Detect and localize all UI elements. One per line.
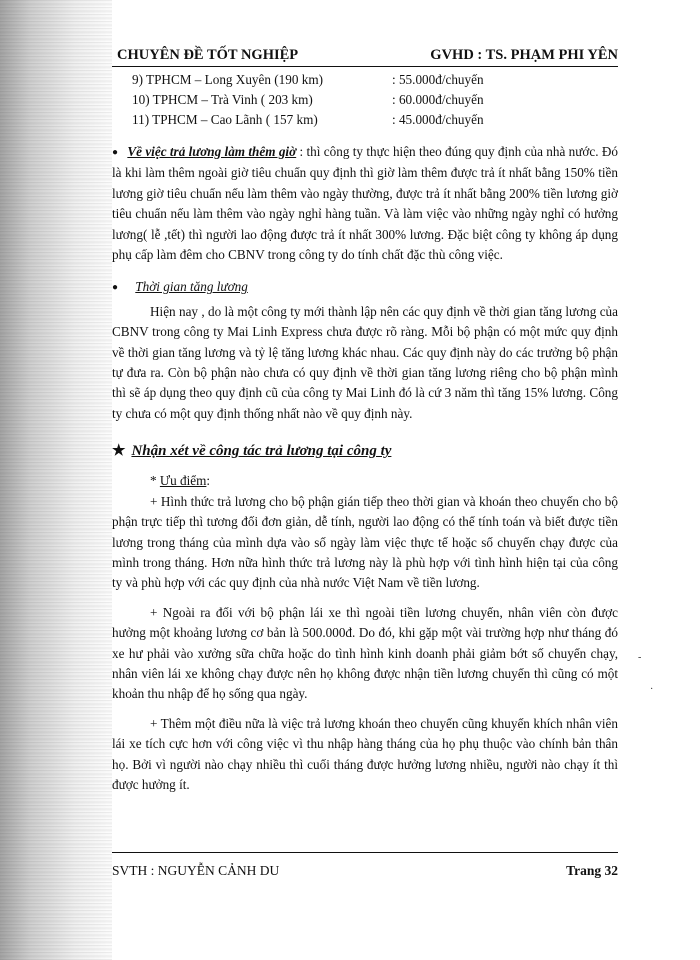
route-item — [112, 70, 618, 90]
overtime-paragraph — [112, 142, 618, 265]
star-icon: ★ — [112, 443, 126, 460]
advantage-point: + Thêm một điều nữa là việc trả lương khoán theo chuyến cũng khuyến khích nhân viên lái xe tích cực hơn với công việc vì thu nhập hàng tháng của họ phụ thuộc vào chính bản thân họ. Bởi vì người nào chạy nhiều thì cuối tháng được hưởng lương nhiều, người nào chạy ít thì được hưởng ít. — [112, 715, 618, 792]
advantages-suffix: : — [206, 473, 211, 489]
overtime-text: : thì công ty thực hiện theo đúng quy định của nhà nước. Đó là khi làm thêm ngoài giờ tiêu chuẩn quy định thì giờ làm thêm được trả ít nhất bằng 150% tiền lương giờ tiêu chuẩn nếu làm thêm vào ngày thường, được trả ít nhất bằng 200% tiền lương giờ tiêu chuẩn nếu làm thêm vào ngày nghỉ hàng tuần. Và làm việc vào những ngày nghỉ có hưởng lương( lễ ,tết) thì người lao động được trả ít nhất 300% lương. Đặc biệt công ty không áp dụng phụ cấp làm đêm cho CBNV trong công ty do tính chất đặc thù công việc. — [112, 144, 618, 263]
scan-shadow-edge — [0, 0, 112, 960]
raise-heading-line — [112, 277, 618, 298]
bullet-icon: ● — [112, 282, 119, 294]
page-content — [112, 70, 618, 795]
route-price: : 60.000đ/chuyến — [392, 92, 484, 107]
bullet-icon: ● — [112, 147, 119, 158]
page-footer — [112, 852, 618, 881]
raise-heading: Thời gian tăng lương — [135, 279, 248, 295]
scan-mark: - — [638, 652, 642, 663]
route-item — [112, 110, 618, 130]
route-item — [112, 90, 618, 110]
route-name: 11) TPHCM – Cao Lãnh ( 157 km) — [132, 112, 318, 127]
advisor-name: GVHD : TS. PHẠM PHI YÊN — [430, 47, 618, 63]
advantages-label-line — [112, 471, 618, 491]
route-price: : 55.000đ/chuyến — [392, 72, 484, 87]
page-number: Trang 32 — [566, 863, 618, 878]
student-name: SVTH : NGUYỄN CẢNH DU — [112, 863, 280, 878]
advantage-point: + Ngoài ra đối với bộ phận lái xe thì ngoài tiền lương chuyến, nhân viên còn được hưởng một khoảng lương cơ bản là 500.000đ. Do đó, khi gặp một vài trường hợp như tháng đó xe hư phải vào xưởng sữa chữa hoặc do tình hình kinh doanh phải giảm bớt số chuyến chạy, nhân viên lái xe không chạy được nên họ không được nhận tiền lương chuyến thì cũng có một khoản thu nhập để họ sống qua ngày. — [112, 604, 618, 702]
review-section-heading — [112, 440, 618, 462]
advantages-label: Ưu điểm — [159, 473, 207, 489]
page-header — [112, 44, 618, 67]
thesis-title: CHUYÊN ĐỀ TỐT NGHIỆP — [117, 47, 299, 63]
advantages-prefix: * — [150, 473, 160, 489]
raise-paragraph: Hiện nay , do là một công ty mới thành lập nên các quy định về thời gian tăng lương của CBNV trong công ty Mai Linh Express chưa được rõ ràng. Mỗi bộ phận có một mức quy định về thời gian tăng lương và tỷ lệ tăng lương khác nhau. Các quy định này do các trưởng bộ phận tự đưa ra. Còn bộ phận nào chưa có quy định về thời gian tăng lương riêng cho bộ phận mình thì sẽ áp dụng theo quy định cũ của công ty Mai Linh đó là cứ 3 năm thì tăng 15% lương. Công ty chưa có một quy định thống nhất nào về quy định này. — [112, 303, 618, 421]
route-price: : 45.000đ/chuyến — [392, 112, 484, 127]
route-name: 10) TPHCM – Trà Vinh ( 203 km) — [132, 92, 313, 107]
advantage-point: + Hình thức trả lương cho bộ phận gián tiếp theo thời gian và khoán theo chuyến cho bộ phận trực tiếp thì tương đối đơn giản, dễ tính, người lao động có thể tính toán và biết được tiền lương trong tháng của mình dựa vào số ngày làm việc thực tế hoặc số chuyến chạy được của mình trong tháng. Hơn nữa hình thức trả lương này là phù hợp với tình hình hiện tại của công ty và phù hợp với các quy định của nhà nước Việt Nam về tiền lương. — [112, 493, 618, 591]
overtime-heading: Về việc trả lương làm thêm giờ — [127, 144, 297, 159]
review-heading: Nhận xét về công tác trả lương tại công ty — [131, 443, 392, 460]
route-name: 9) TPHCM – Long Xuyên (190 km) — [132, 72, 323, 87]
scan-mark: · — [650, 684, 654, 695]
